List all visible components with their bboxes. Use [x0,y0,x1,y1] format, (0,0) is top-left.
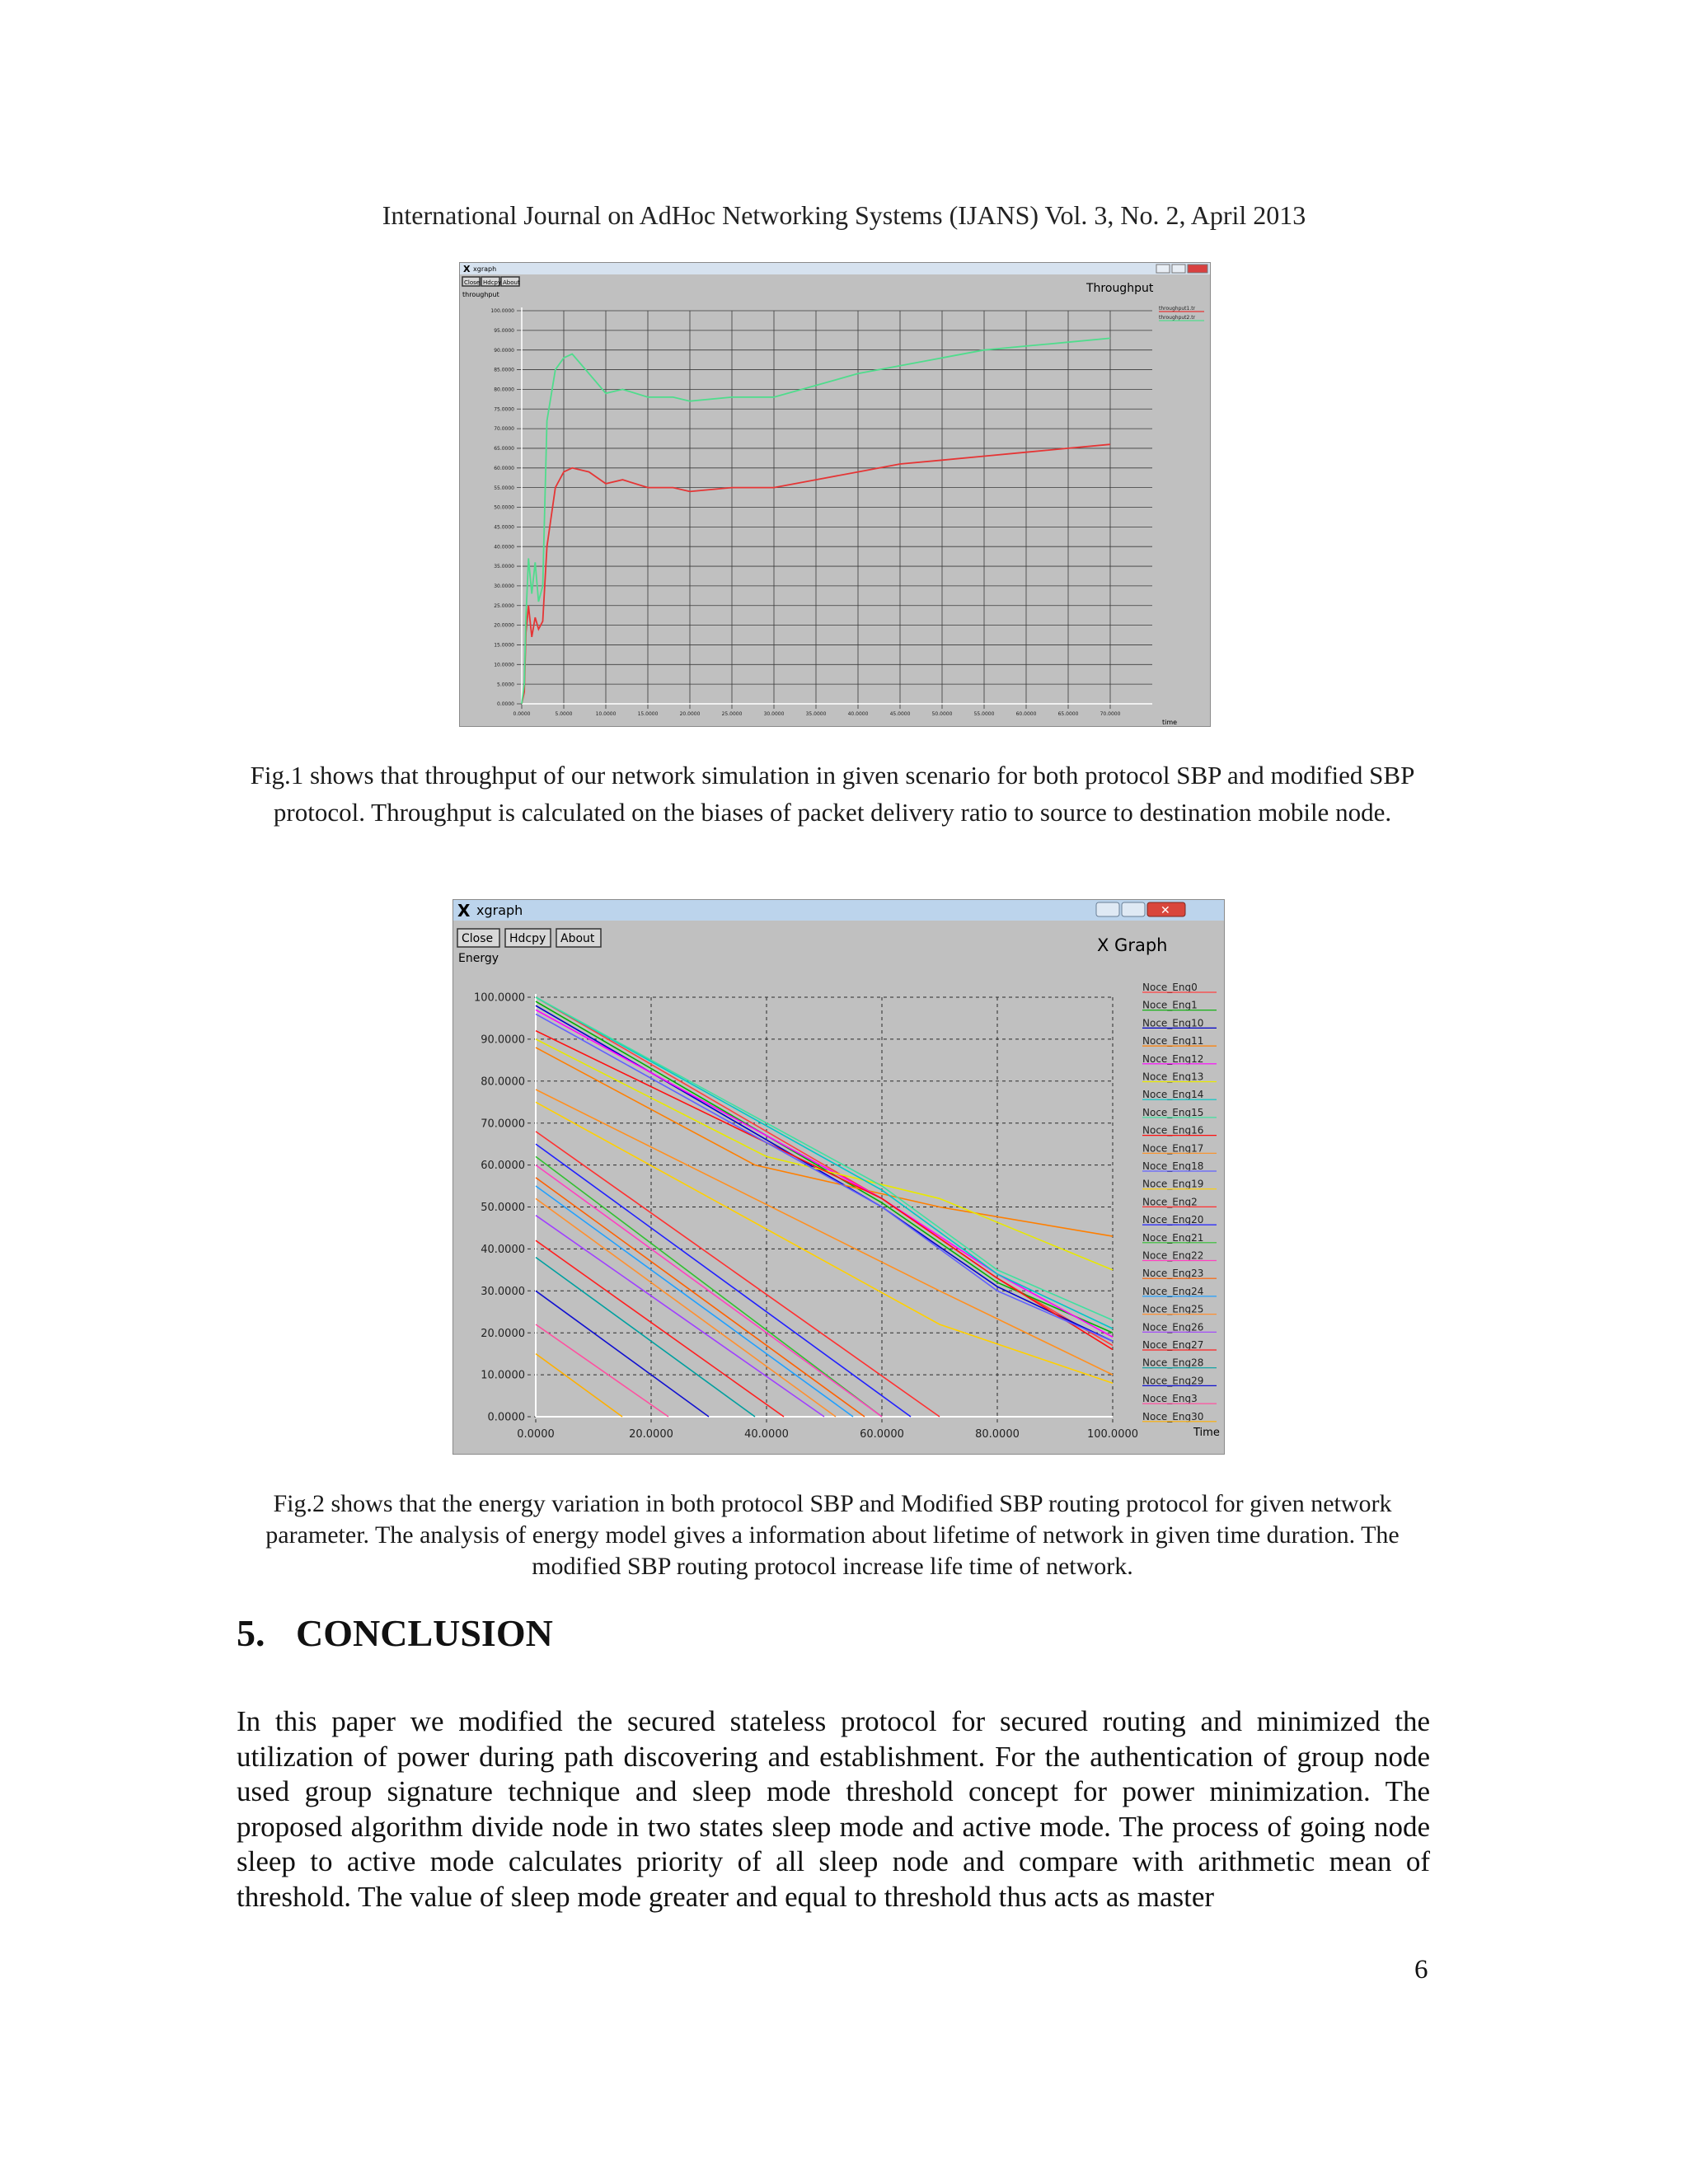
y-tick-label: 45.0000 [494,524,514,531]
y-tick-label: 20.0000 [481,1327,525,1340]
x-tick-label: 55.0000 [973,711,995,717]
legend-label: throughput1.tr [1159,306,1196,312]
x-tick-label: 65.0000 [1057,711,1079,717]
legend-label: Noce_Eng18 [1142,1160,1204,1172]
y-axis-name: Energy [458,952,499,965]
conclusion-paragraph: In this paper we modified the secured stateless protocol for secured routing and minimized the utilization of power during path discovering and establishment. For the authentication of group node used group signature technique and sleep mode threshold concept for power minimization. The proposed algorithm divide node in two states sleep mode and active mode. The process of going node sleep to active mode calculates priority of all sleep node and compare with arithmetic mean of threshold. The value of sleep mode greater and equal to threshold thus acts as master [237,1705,1430,1913]
x-tick-label: 0.0000 [513,711,531,717]
legend-label: Noce_Eng30 [1142,1410,1204,1422]
y-tick-label: 5.0000 [497,682,514,688]
y-tick-label: 40.0000 [494,544,514,551]
x-tick-label: 50.0000 [931,711,953,717]
x-logo-icon: X [457,901,471,921]
x-tick-label: 40.0000 [744,1428,789,1441]
window-title: xgraph [473,265,497,273]
legend-label: Noce_Eng14 [1142,1089,1204,1101]
y-tick-label: 55.0000 [494,485,514,491]
legend-label: Noce_Eng0 [1142,982,1198,993]
hdcpy-button[interactable] [481,277,501,286]
legend-label: Noce_Eng22 [1142,1249,1204,1262]
y-tick-label: 50.0000 [481,1202,525,1215]
y-tick-label: 80.0000 [481,1076,525,1089]
close-button[interactable] [457,929,499,947]
x-tick-label: 40.0000 [847,711,869,717]
section-title: CONCLUSION [296,1612,553,1654]
legend-label: Noce_Eng25 [1142,1303,1204,1315]
y-tick-label: 15.0000 [494,642,514,649]
x-tick-label: 5.0000 [555,711,573,717]
figure-1-caption: Fig.1 shows that throughput of our network simulation in given scenario for both protocol SBP and modified SBP protocol. Throughput is calculated on the biases of packet delivery ratio to source to destination mobile node. [250,761,1415,827]
x-tick-label: 30.0000 [763,711,785,717]
window-title: xgraph [476,902,523,918]
legend-label: Noce_Eng13 [1142,1071,1204,1083]
svg-text:About: About [503,279,520,286]
x-tick-label: 60.0000 [1015,711,1037,717]
x-tick-label: 80.0000 [975,1428,1020,1441]
y-tick-label: 30.0000 [494,583,514,589]
legend-label: Noce_Eng21 [1142,1231,1204,1244]
y-tick-label: 20.0000 [494,622,514,629]
legend-label: Noce_Eng3 [1142,1393,1198,1405]
y-tick-label: 70.0000 [494,426,514,433]
about-button[interactable] [556,929,601,947]
section-heading [237,1611,553,1655]
legend-label: throughput2.tr [1159,315,1196,321]
x-tick-label: 20.0000 [679,711,701,717]
svg-text:Close: Close [462,932,494,945]
x-tick-label: 35.0000 [805,711,827,717]
throughput-chart [460,263,1210,726]
y-tick-label: 30.0000 [481,1285,525,1298]
y-tick-label: 40.0000 [481,1243,525,1256]
x-axis-unit: Time [1193,1427,1220,1439]
close-icon: ✕ [1160,904,1170,917]
window-controls[interactable] [1096,902,1185,917]
y-tick-label: 0.0000 [497,701,514,708]
legend-label: Noce_Eng27 [1142,1339,1204,1351]
legend-label: Noce_Eng15 [1142,1106,1204,1118]
legend-label: Noce_Eng24 [1142,1285,1204,1297]
energy-chart [453,900,1224,1454]
y-tick-label: 75.0000 [494,406,514,413]
hdcpy-button[interactable] [505,929,551,947]
legend-label: Noce_Eng19 [1142,1178,1204,1190]
legend-label: Noce_Eng28 [1142,1357,1204,1369]
legend-label: Noce_Eng1 [1142,999,1198,1011]
figure-1-throughput [459,262,1211,727]
y-tick-label: 90.0000 [481,1033,525,1047]
y-tick-label: 50.0000 [494,504,514,511]
legend-label: Noce_Eng12 [1142,1052,1204,1065]
x-logo-icon: X [463,264,471,274]
legend-label: Noce_Eng29 [1142,1375,1204,1387]
figure-2-energy [452,899,1225,1455]
y-tick-label: 95.0000 [494,327,514,334]
x-tick-label: 60.0000 [860,1428,904,1441]
y-tick-label: 90.0000 [494,347,514,354]
y-tick-label: 100.0000 [490,308,514,315]
about-button[interactable] [501,277,520,286]
legend-label: Noce_Eng11 [1142,1035,1204,1047]
journal-header: International Journal on AdHoc Networking Systems (IJANS) Vol. 3, No. 2, April 2013 [382,200,1306,230]
section-number: 5. [237,1612,265,1654]
y-tick-label: 70.0000 [481,1118,525,1131]
x-tick-label: 20.0000 [629,1428,673,1441]
x-tick-label: 15.0000 [637,711,659,717]
y-tick-label: 60.0000 [481,1160,525,1173]
figure-2-caption: Fig.2 shows that the energy variation in both protocol SBP and Modified SBP routing protocol for given network parameter. The analysis of energy model gives a information about lifetime of network in given time duration. The modified SBP routing protocol increase life time of network. [265,1490,1400,1580]
legend-label: Noce_Eng2 [1142,1196,1198,1208]
svg-text:Hdcpy: Hdcpy [483,279,502,286]
x-tick-label: 0.0000 [517,1428,555,1441]
y-tick-label: 25.0000 [494,602,514,609]
svg-text:Close: Close [464,279,481,286]
legend-label: Noce_Eng26 [1142,1321,1204,1333]
x-tick-label: 70.0000 [1100,711,1121,717]
legend-label: Noce_Eng16 [1142,1124,1204,1137]
x-tick-label: 45.0000 [889,711,911,717]
y-tick-label: 60.0000 [494,465,514,471]
y-axis-name: throughput [462,291,499,298]
legend-label: Noce_Eng17 [1142,1142,1204,1155]
svg-text:About: About [560,932,595,945]
x-tick-label: 25.0000 [721,711,743,717]
y-tick-label: 80.0000 [494,387,514,393]
y-tick-label: 10.0000 [494,662,514,668]
legend-label: Noce_Eng23 [1142,1268,1204,1280]
y-tick-label: 35.0000 [494,564,514,570]
legend-label: Noce_Eng10 [1142,1017,1204,1029]
y-tick-label: 0.0000 [487,1411,525,1424]
x-tick-label: 10.0000 [595,711,617,717]
legend-label: Noce_Eng20 [1142,1214,1204,1226]
svg-text:Hdcpy: Hdcpy [509,932,546,945]
window-controls[interactable] [1156,265,1207,273]
x-axis-unit: time [1162,719,1178,726]
y-tick-label: 10.0000 [481,1369,525,1382]
x-tick-label: 100.0000 [1086,1428,1139,1441]
plot-title: Throughput [1086,282,1154,295]
close-button[interactable] [462,277,480,286]
plot-title: X Graph [1097,935,1168,955]
y-tick-label: 65.0000 [494,446,514,452]
y-tick-label: 100.0000 [473,991,525,1005]
y-tick-label: 85.0000 [494,367,514,373]
page-number: 6 [1414,1955,1428,1985]
